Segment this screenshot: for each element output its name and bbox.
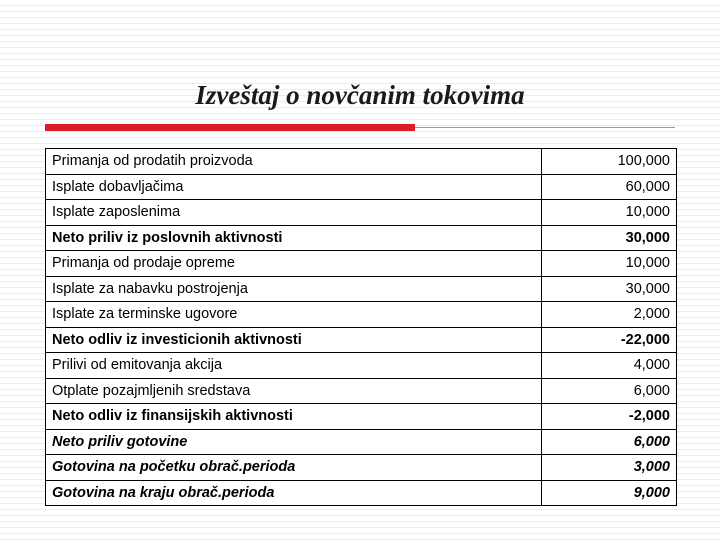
table-row-total: [46, 429, 677, 455]
table-row: [46, 276, 677, 302]
row-label: Neto odliv iz investicionih aktivnosti: [46, 327, 542, 353]
row-label: Neto odliv iz finansijskih aktivnosti: [46, 404, 542, 430]
row-label: Neto priliv iz poslovnih aktivnosti: [46, 225, 542, 251]
row-label: Isplate zaposlenima: [46, 200, 542, 226]
table-row: [46, 251, 677, 277]
table-row: [46, 200, 677, 226]
page-title: Izveštaj o novčanim tokovima: [195, 80, 525, 110]
row-label: Gotovina na kraju obrač.perioda: [46, 480, 542, 506]
row-label: Isplate za terminske ugovore: [46, 302, 542, 328]
row-label: Primanja od prodaje opreme: [46, 251, 542, 277]
row-amount: 3,000: [542, 455, 677, 481]
table-row: [46, 353, 677, 379]
row-amount: -2,000: [542, 404, 677, 430]
row-label: Isplate dobavljačima: [46, 174, 542, 200]
table-row-subtotal: [46, 327, 677, 353]
row-label: Neto priliv gotovine: [46, 429, 542, 455]
row-amount: 10,000: [542, 251, 677, 277]
row-amount: 6,000: [542, 378, 677, 404]
row-label: Isplate za nabavku postrojenja: [46, 276, 542, 302]
table-row: [46, 149, 677, 175]
table-row: [46, 302, 677, 328]
row-amount: 2,000: [542, 302, 677, 328]
table-row: [46, 174, 677, 200]
table-row-total: [46, 455, 677, 481]
row-amount: -22,000: [542, 327, 677, 353]
title-accent-bar: [45, 124, 415, 131]
row-amount: 10,000: [542, 200, 677, 226]
row-amount: 30,000: [542, 276, 677, 302]
row-label: Gotovina na početku obrač.perioda: [46, 455, 542, 481]
row-label: Prilivi od emitovanja akcija: [46, 353, 542, 379]
row-amount: 60,000: [542, 174, 677, 200]
table-row-total: [46, 480, 677, 506]
row-amount: 30,000: [542, 225, 677, 251]
cash-flow-table: [45, 148, 677, 506]
row-label: Primanja od prodatih proizvoda: [46, 149, 542, 175]
row-amount: 6,000: [542, 429, 677, 455]
table-row-subtotal: [46, 225, 677, 251]
title-underline: [45, 120, 675, 134]
row-amount: 100,000: [542, 149, 677, 175]
row-label: Otplate pozajmljenih sredstava: [46, 378, 542, 404]
table-row: [46, 378, 677, 404]
row-amount: 9,000: [542, 480, 677, 506]
row-amount: 4,000: [542, 353, 677, 379]
table-row-subtotal: [46, 404, 677, 430]
